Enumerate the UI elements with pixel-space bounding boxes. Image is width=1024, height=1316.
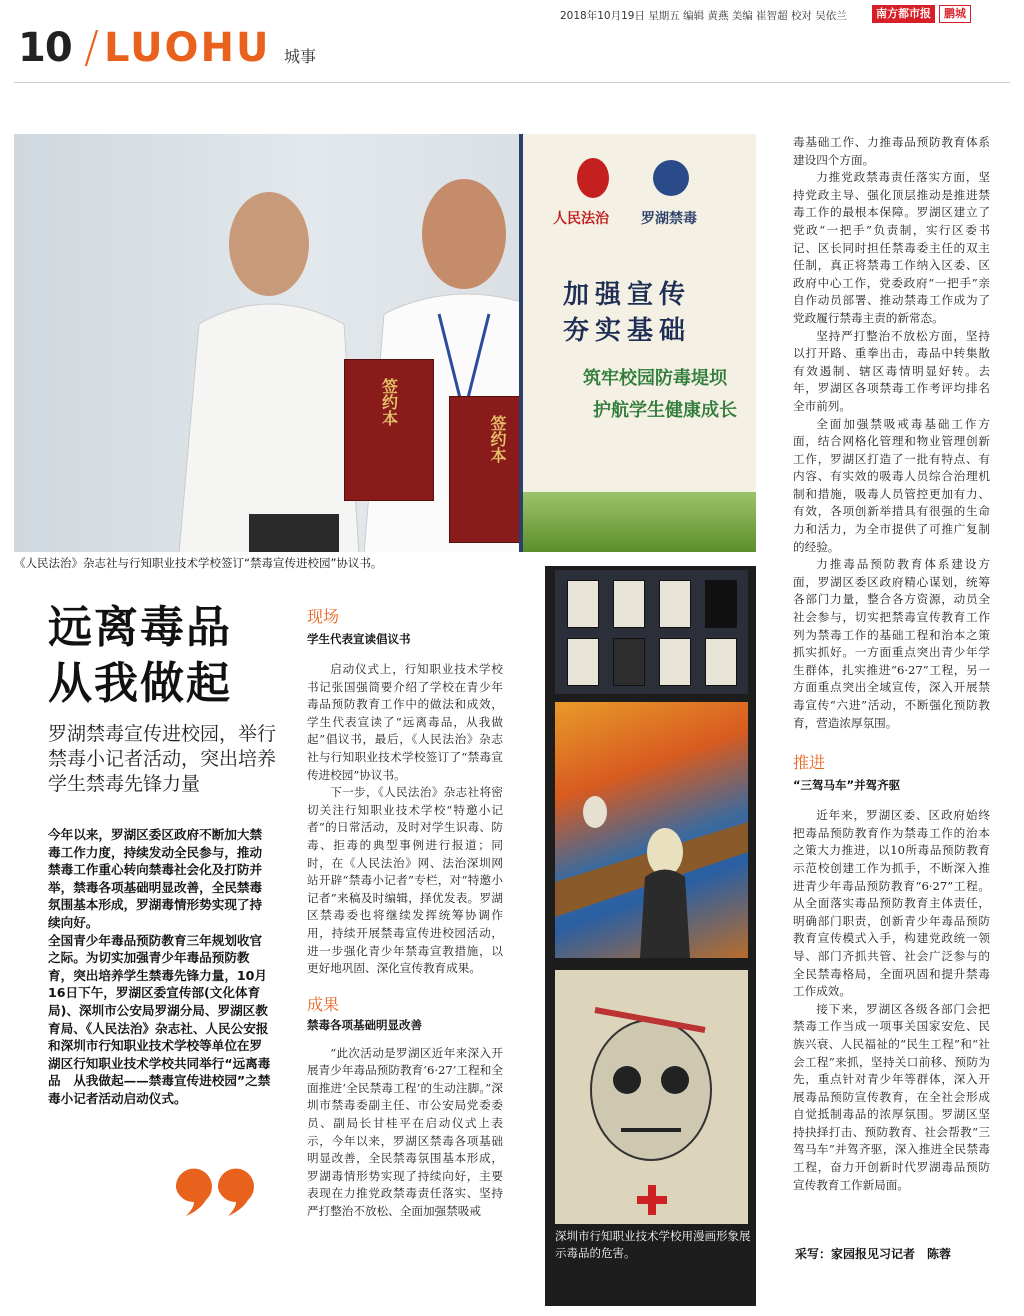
banner-slogan-4: 护航学生健康成长 <box>593 400 737 421</box>
column-4-body <box>793 134 990 732</box>
badge-icon <box>653 160 689 196</box>
paragraph: 下一步，《人民法治》杂志社将密切关注行知职业技术学校“特邀小记者”的日常活动，及时对学生识毒、防毒、拒毒的典型事例进行报道；同时，在《人民法治》网、法治深圳网站开辟“禁毒小记者”专栏，对“特邀小记者”来稿及时编辑，择优发表。罗湖区禁毒委也将继续发挥统筹协调作用，持续开展禁毒宣传进校园活动，进一步强化青少年禁毒宣教措施，以更好地巩固、深化宣传教育成果。 <box>307 785 503 976</box>
lead-p1: 今年以来，罗湖区委区政府不断加大禁毒工作力度，持续发动全民参与，推动禁毒工作重心转向禁毒社会化及打防并举，禁毒各项基础明显改善，全民禁毒氛围基本形成，罗湖毒情形势实现了持续向好。 <box>48 827 263 930</box>
skull-drawing <box>555 970 748 1224</box>
backdrop-banner <box>519 134 756 552</box>
emblem-icon <box>577 158 609 198</box>
headline-line-2: 从我做起 <box>48 658 232 709</box>
paragraph: 力推毒品预防教育体系建设方面，罗湖区委区政府精心谋划，统筹各部门力量，整合各方资源，动员全社会参与，切实把禁毒宣传教育工作列为禁毒工作的基础工程和治本之策抓实抓好。一方面重点突出青少年学生群体，扎实推进“6·27”工程，另一方面重点突出全域宣传，深入开展禁毒宣传“六进”活动，不断强化预防教育，营造浓厚氛围。 <box>793 557 990 730</box>
artwork-thumb <box>567 638 599 686</box>
lead-paragraph <box>48 826 274 1108</box>
artwork-thumb <box>705 638 737 686</box>
banner-slogan-3: 筑牢校园防毒堤坝 <box>583 368 727 389</box>
paragraph: 启动仪式上，行知职业技术学校书记张国强简要介绍了学校在青少年毒品预防教育工作中的做法和成效，学生代表宣读了“远离毒品，从我做起”倡议书，最后，《人民法治》杂志社与行知职业技术学校签订了“禁毒宣传进校园”协议书。 <box>307 662 503 782</box>
paragraph: 近年来，罗湖区委、区政府始终把毒品预防教育作为禁毒工作的治本之策大力推进，以10所毒品预防教育示范校创建工作为抓手，不断深入推进青少年毒品预防教育“6·27”工程。从全面落实毒品预防教育主体责任，明确部门职责，创新青少年毒品预防教育宣传模式入手，构建党政统一领导、部门齐抓共管、社会广泛参与的全民禁毒格局，全面巩固和提升禁毒工作成效。 <box>793 808 990 999</box>
artwork-thumb <box>659 638 691 686</box>
divider-slash: / <box>84 22 99 73</box>
paragraph: 全面加强禁吸戒毒基础工作方面，结合网格化管理和物业管理创新工作，罗湖区打造了一批有特点、有内容、有实效的吸毒人员综合治理机制和措施，吸毒人员管控更加有力、有效，各项创新举措具有很强的生命力和活力，为全市提供了可推广复制的经验。 <box>793 416 990 554</box>
page-number: 10 <box>18 25 72 71</box>
quote-mark-icon <box>166 1158 256 1222</box>
artwork-thumb <box>659 580 691 628</box>
lead-p2: 全国青少年毒品预防教育三年规划收官之际。为切实加强青少年毒品预防教育，突出培养学生禁毒先锋力量，10月16日下午，罗湖区委宣传部(文化体育局)、深圳市公安局罗湖分局、罗湖区教育局、《人民法治》杂志社、人民公安报和深圳市行知职业技术学校等单位在罗湖区行知职业技术学校共同举行“远离毒品 从我做起——禁毒宣传进校园”之禁毒小记者活动启动仪式。 <box>48 932 271 1106</box>
signing-photo <box>14 134 756 552</box>
book-text-right: 签约本 <box>488 415 507 463</box>
banner-logo-text-1: 人民法治 <box>553 211 609 227</box>
article-column-4 <box>793 134 990 1194</box>
article-column-2 <box>307 604 503 1221</box>
headline <box>48 600 232 712</box>
brand-logo-main: 南方都市报 <box>872 5 935 23</box>
photo-caption: 《人民法治》杂志社与行知职业技术学校签订“禁毒宣传进校园”协议书。 <box>14 556 383 570</box>
artwork-caption: 深圳市行知职业技术学校用漫画形象展示毒品的危害。 <box>555 1229 751 1260</box>
header-rule <box>14 82 1010 83</box>
banner-slogan-2: 夯实基础 <box>563 316 692 346</box>
paragraph: 力推党政禁毒责任落实方面，坚持党政主导、强化顶层推动是推进禁毒工作的最根本保障。罗湖区建立了党政“一把手”负责制，实行区委书记、区长同时担任禁毒委主任的双主任制，真正将禁毒工作纳入区委、区政府中心工作，党委政府“一把手”亲自作动员部署、推动禁毒工作成为了党政履行禁毒主责的新常态。 <box>793 170 990 325</box>
brand-logo-sub: 鹏城 <box>939 5 971 23</box>
newspaper-brand <box>872 5 971 23</box>
header-meta: 2018年10月19日 星期五 编辑 黄燕 美编 崔智超 校对 吴依兰 <box>560 10 847 22</box>
artwork-thumb <box>705 580 737 628</box>
section-title: LUOHU <box>104 25 271 71</box>
artwork-panel <box>545 566 756 1306</box>
banner-grass <box>523 492 756 552</box>
artwork-thumb <box>613 580 645 628</box>
paragraph: 毒基础工作、力推毒品预防教育体系建设四个方面。 <box>793 135 990 167</box>
person-left-figure <box>169 184 369 552</box>
paragraph: 接下来，罗湖区各级各部门会把禁毒工作当成一项事关国家安危、民族兴衰、人民福祉的“民生工程”和“社会工程”来抓，坚持关口前移、预防为先，重点针对青少年等群体，深入开展毒品预防宣传教育，在全社会形成自觉抵制毒品的浓厚氛围。罗湖区坚持抉择打击、预防教育、社会帮教“三驾马车”并驾齐驱，深入推进全民禁毒工程，奋力开创新时代罗湖毒品预防宣传教育工作新局面。 <box>793 1001 990 1192</box>
section-heading-scene: 现场 <box>307 607 340 626</box>
section-heading-advance: 推进 <box>793 753 826 773</box>
banner-logo-text-2: 罗湖禁毒 <box>641 211 697 227</box>
subheadline: 罗湖禁毒宣传进校园，举行禁毒小记者活动，突出培养学生禁毒先锋力量 <box>48 723 277 795</box>
section-heading-results: 成果 <box>307 994 340 1014</box>
paragraph: 坚持严打整治不放松方面，坚持以打开路、重拳出击，毒品中转集散有效遏制、辖区毒情明显好转。去年，罗湖区各项禁毒工作考评均排名全市前列。 <box>793 328 990 413</box>
section-body-scene <box>307 661 503 978</box>
section-sub-scene: 学生代表宣读倡议书 <box>307 632 411 646</box>
section-sub-advance: “三驾马车”并驾齐驱 <box>793 778 901 793</box>
scream-style-painting <box>555 702 748 958</box>
paragraph: “此次活动是罗湖区近年来深入开展青少年毒品预防教育‘6·27’工程和全面推进‘全民禁毒工程’的生动注脚。”深圳市禁毒委副主任、市公安局党委委员、副局长甘桂平在启动仪式上表示，今年以来，罗湖区禁毒各项基础明显改善，全民禁毒氛围基本形成，罗湖毒情形势实现了持续向好，主要表现在力推党政禁毒责任落实、坚持严打整治不放松、全面加强禁吸戒 <box>307 1045 503 1219</box>
book-text-left: 签约本 <box>379 378 399 426</box>
byline: 采写：家园报见习记者 陈蓉 <box>795 1247 952 1261</box>
section-subtitle: 城事 <box>284 47 317 66</box>
banner-slogan-1: 加强宣传 <box>563 280 692 310</box>
section-sub-results: 禁毒各项基础明显改善 <box>307 1017 422 1032</box>
artwork-thumb <box>567 580 599 628</box>
section-body-advance <box>793 807 990 1194</box>
signing-book-left <box>344 359 434 501</box>
section-body-results <box>307 1045 503 1221</box>
headline-line-1: 远离毒品 <box>48 602 232 653</box>
artwork-thumb <box>613 638 645 686</box>
artwork-display-board <box>555 570 748 694</box>
